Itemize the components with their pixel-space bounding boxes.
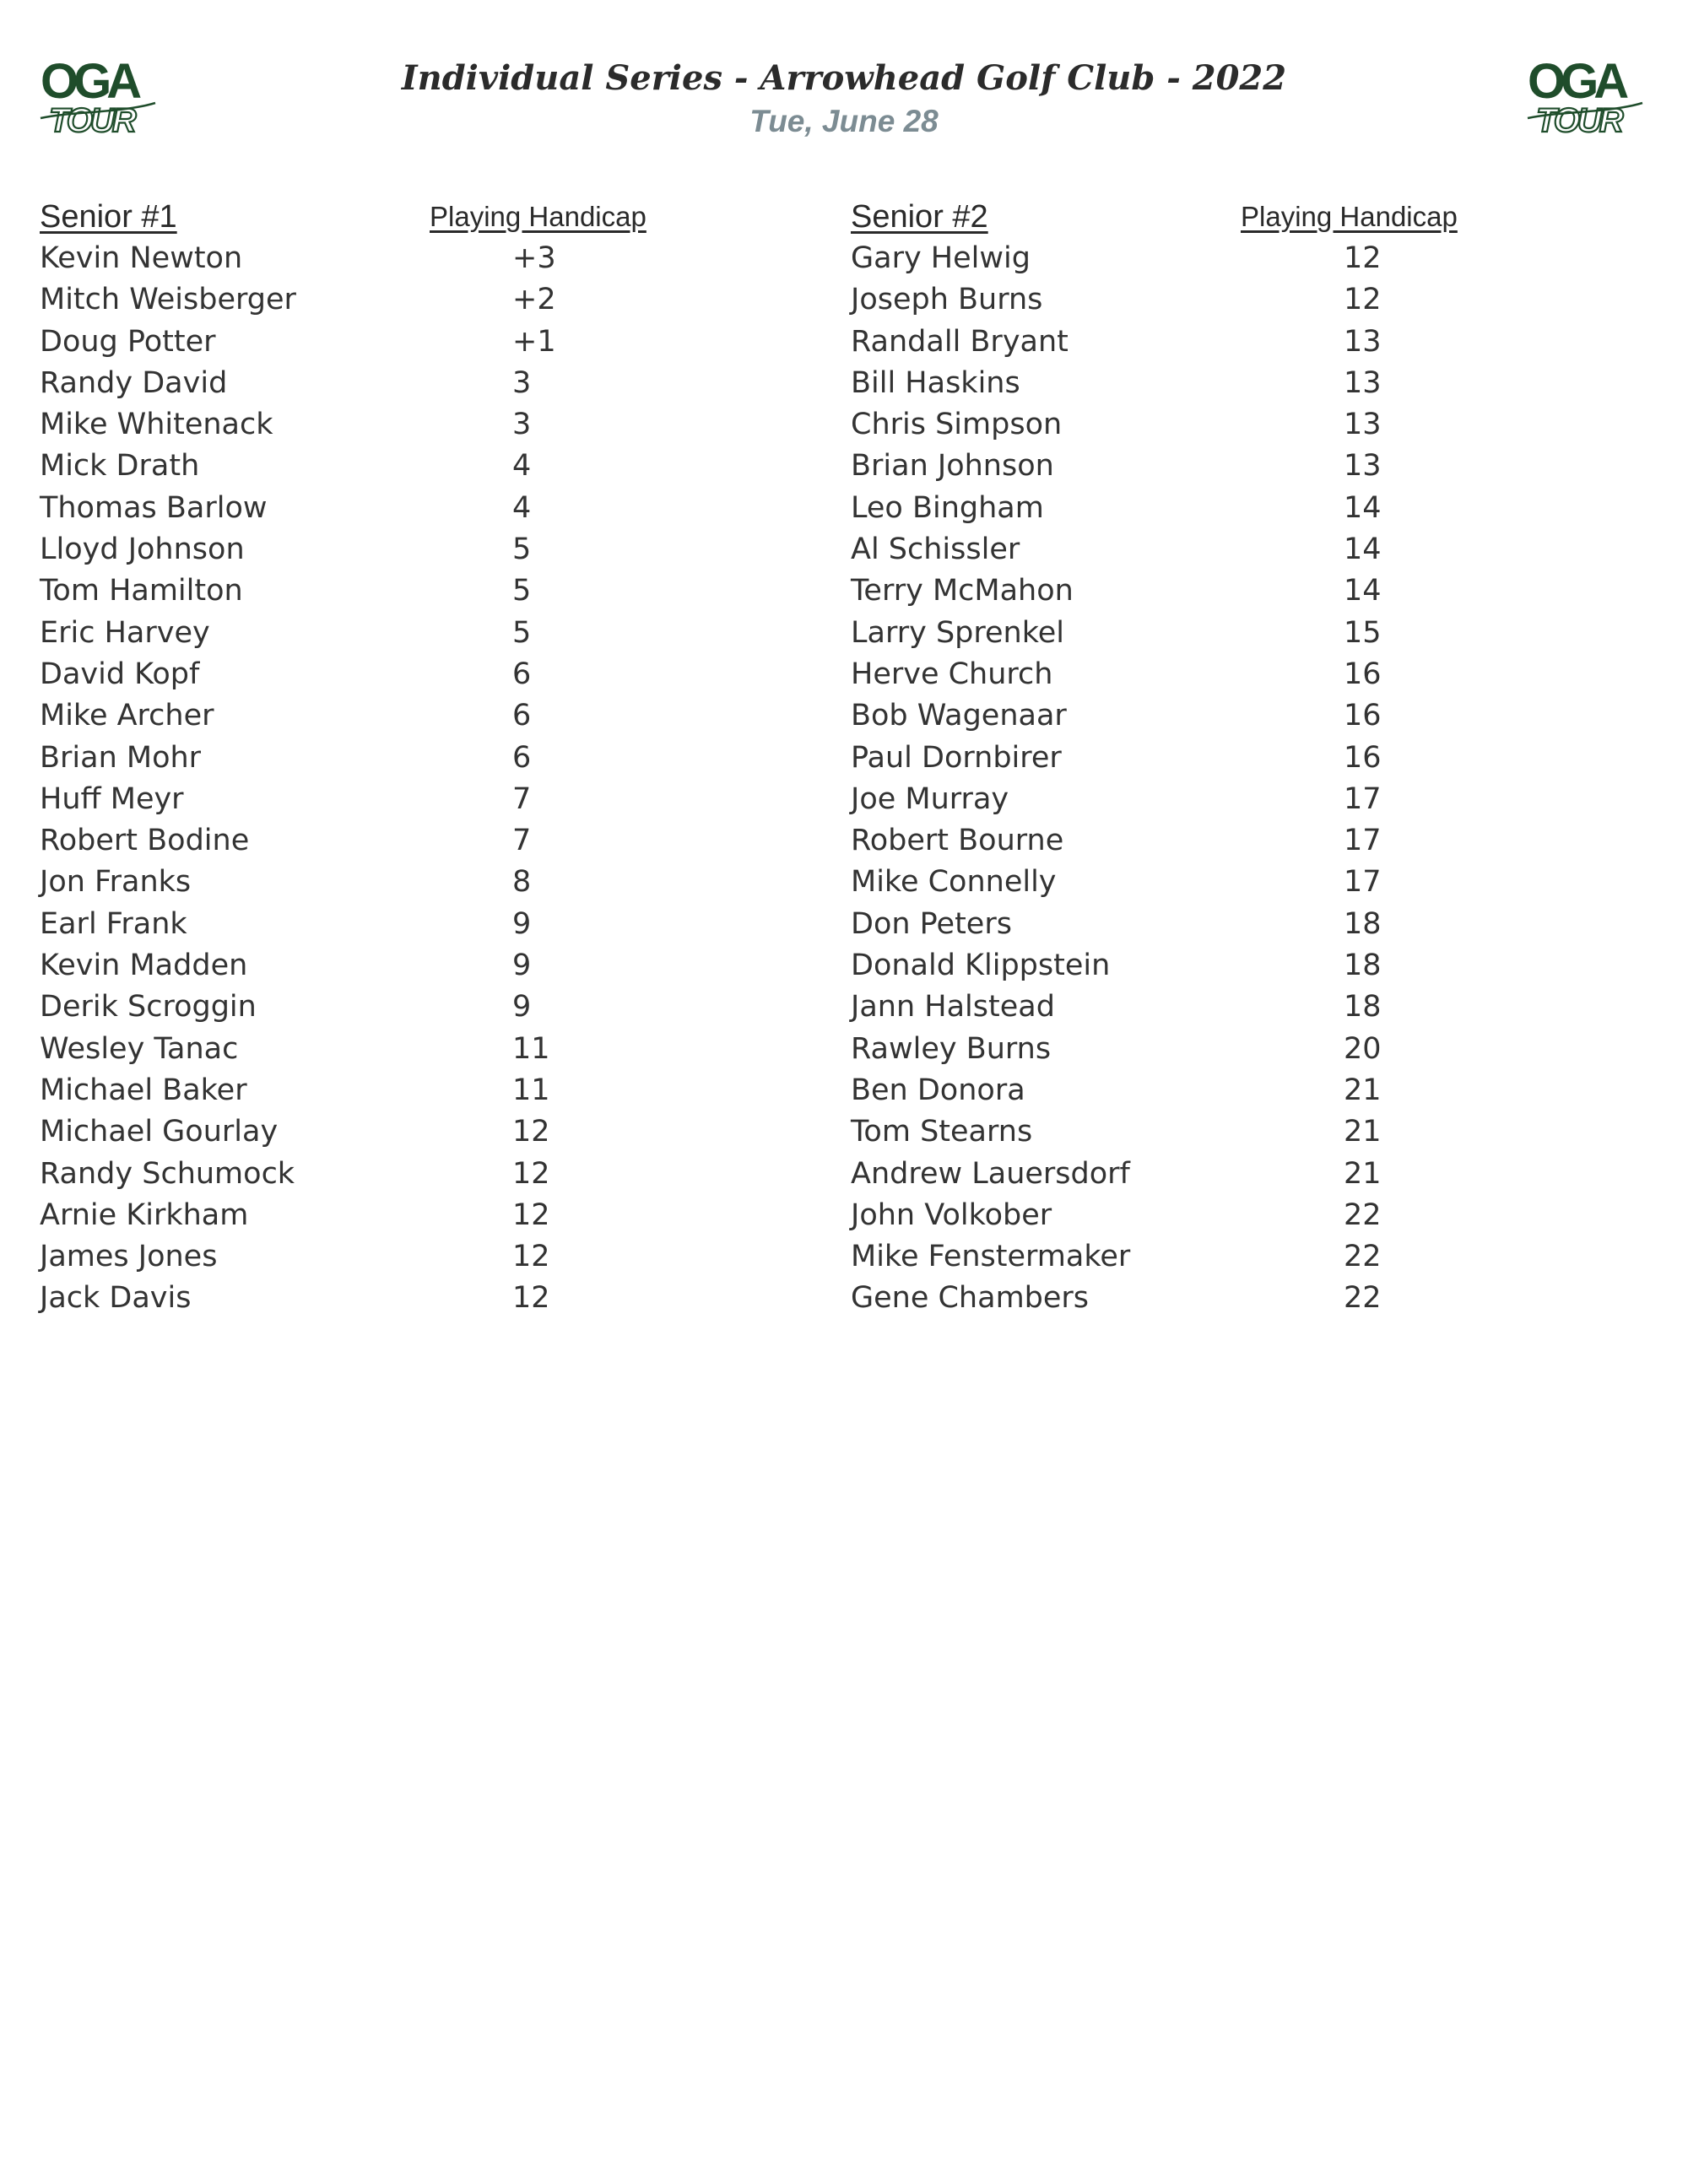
player-name: Leo Bingham <box>851 490 1044 525</box>
player-handicap: 12 <box>1344 283 1382 317</box>
player-row <box>851 1236 1627 1278</box>
player-row <box>40 779 816 820</box>
player-name: Huff Meyr <box>40 781 184 816</box>
group-title: Senior #2 <box>851 199 988 235</box>
player-row <box>851 695 1627 737</box>
player-row <box>40 1070 816 1111</box>
player-handicap: 11 <box>512 1073 550 1107</box>
player-handicap: 7 <box>512 781 532 816</box>
player-handicap: 13 <box>1344 365 1382 400</box>
player-handicap: 12 <box>512 1156 550 1191</box>
player-row <box>851 529 1627 570</box>
player-row <box>40 695 816 737</box>
player-row <box>40 1111 816 1153</box>
player-name: Joseph Burns <box>851 283 1043 317</box>
player-name: Kevin Newton <box>40 241 243 275</box>
player-name: Robert Bodine <box>40 824 250 858</box>
svg-text:TOUR: TOUR <box>1536 102 1621 138</box>
player-row <box>40 1195 816 1236</box>
player-handicap: 12 <box>512 1281 550 1316</box>
player-row <box>40 529 816 570</box>
player-row <box>40 862 816 903</box>
player-row <box>851 862 1627 903</box>
player-list <box>40 238 816 1320</box>
player-row <box>851 738 1627 779</box>
player-handicap: +2 <box>512 283 556 317</box>
player-row <box>851 904 1627 945</box>
player-name: Jack Davis <box>40 1281 192 1316</box>
player-handicap: 6 <box>512 740 532 775</box>
player-name: Mike Archer <box>40 699 214 733</box>
player-row <box>40 1278 816 1319</box>
player-name: Don Peters <box>851 906 1012 941</box>
player-name: Michael Gourlay <box>40 1115 279 1149</box>
player-handicap: 5 <box>512 615 532 650</box>
player-name: Derik Scroggin <box>40 990 257 1024</box>
player-handicap: 12 <box>1344 241 1382 275</box>
player-row <box>40 1029 816 1070</box>
player-name: Bill Haskins <box>851 365 1020 400</box>
player-handicap: 21 <box>1344 1073 1382 1107</box>
player-name: Doug Potter <box>40 324 216 359</box>
player-row <box>851 1195 1627 1236</box>
player-name: Arnie Kirkham <box>40 1197 249 1232</box>
roster-header <box>40 194 816 238</box>
handicap-column-header: Playing Handicap <box>430 201 647 232</box>
player-name: Larry Sprenkel <box>851 615 1064 650</box>
player-handicap: 4 <box>512 490 532 525</box>
handicap-column-header: Playing Handicap <box>1241 201 1458 232</box>
player-name: Brian Johnson <box>851 449 1054 484</box>
player-row <box>851 238 1627 279</box>
player-row <box>40 738 816 779</box>
player-handicap: 9 <box>512 906 532 941</box>
document-header <box>0 56 1688 142</box>
svg-text:OGA: OGA <box>41 54 138 109</box>
player-name: Terry McMahon <box>851 574 1074 608</box>
player-row <box>851 322 1627 363</box>
player-handicap: 14 <box>1344 574 1382 608</box>
player-handicap: 21 <box>1344 1156 1382 1191</box>
player-name: David Kopf <box>40 657 200 691</box>
player-name: Chris Simpson <box>851 408 1063 442</box>
player-handicap: 5 <box>512 532 532 567</box>
player-handicap: 8 <box>512 865 532 900</box>
player-handicap: 13 <box>1344 408 1382 442</box>
player-name: Thomas Barlow <box>40 490 268 525</box>
player-name: Gary Helwig <box>851 241 1031 275</box>
player-handicap: 16 <box>1344 699 1382 733</box>
player-row <box>40 904 816 945</box>
player-name: Randall Bryant <box>851 324 1069 359</box>
player-row <box>851 1154 1627 1195</box>
player-name: Ben Donora <box>851 1073 1025 1107</box>
player-handicap: 9 <box>512 990 532 1024</box>
player-name: Mick Drath <box>40 449 200 484</box>
player-row <box>851 654 1627 695</box>
roster-senior-2 <box>851 194 1627 1320</box>
player-name: Randy Schumock <box>40 1156 295 1191</box>
player-name: Earl Frank <box>40 906 187 941</box>
player-row <box>851 488 1627 529</box>
page-title: Individual Series - Arrowhead Golf Club - 2022 <box>401 58 1287 98</box>
player-row <box>40 987 816 1028</box>
player-handicap: 11 <box>512 1031 550 1066</box>
player-handicap: 14 <box>1344 532 1382 567</box>
event-date: Tue, June 28 <box>749 104 939 138</box>
player-handicap: 15 <box>1344 615 1382 650</box>
group-title: Senior #1 <box>40 199 177 235</box>
player-row <box>40 945 816 987</box>
player-handicap: 16 <box>1344 657 1382 691</box>
player-row <box>40 654 816 695</box>
player-name: Tom Stearns <box>851 1115 1033 1149</box>
player-row <box>40 279 816 321</box>
player-name: Lloyd Johnson <box>40 532 245 567</box>
player-name: Kevin Madden <box>40 949 248 983</box>
player-handicap: 17 <box>1344 865 1382 900</box>
player-handicap: 13 <box>1344 324 1382 359</box>
player-handicap: 20 <box>1344 1031 1382 1066</box>
player-row <box>40 363 816 404</box>
player-handicap: 22 <box>1344 1197 1382 1232</box>
player-row <box>40 1154 816 1195</box>
svg-text:OGA: OGA <box>1528 54 1625 109</box>
player-name: Al Schissler <box>851 532 1020 567</box>
player-handicap: 18 <box>1344 949 1382 983</box>
player-handicap: 22 <box>1344 1281 1382 1316</box>
player-name: Mitch Weisberger <box>40 283 296 317</box>
player-name: Brian Mohr <box>40 740 202 775</box>
player-handicap: 12 <box>512 1197 550 1232</box>
player-name: Paul Dornbirer <box>851 740 1062 775</box>
player-row <box>40 446 816 487</box>
player-row <box>40 820 816 862</box>
player-handicap: +3 <box>512 241 556 275</box>
player-name: Michael Baker <box>40 1073 247 1107</box>
player-list <box>851 238 1627 1320</box>
player-row <box>40 488 816 529</box>
player-handicap: 4 <box>512 449 532 484</box>
player-row <box>851 987 1627 1028</box>
player-row <box>851 820 1627 862</box>
player-name: Rawley Burns <box>851 1031 1052 1066</box>
player-handicap: 12 <box>512 1115 550 1149</box>
player-name: Tom Hamilton <box>40 574 243 608</box>
player-handicap: 13 <box>1344 449 1382 484</box>
player-row <box>851 1029 1627 1070</box>
player-name: Bob Wagenaar <box>851 699 1067 733</box>
player-name: Robert Bourne <box>851 824 1064 858</box>
player-name: Wesley Tanac <box>40 1031 239 1066</box>
player-handicap: 18 <box>1344 990 1382 1024</box>
player-name: Jon Franks <box>40 865 192 900</box>
player-row <box>851 446 1627 487</box>
player-name: Mike Whitenack <box>40 408 273 442</box>
player-handicap: 16 <box>1344 740 1382 775</box>
player-handicap: 18 <box>1344 906 1382 941</box>
player-row <box>40 1236 816 1278</box>
player-name: John Volkober <box>851 1197 1052 1232</box>
player-name: James Jones <box>40 1240 218 1274</box>
player-name: Mike Connelly <box>851 865 1057 900</box>
player-row <box>40 322 816 363</box>
player-handicap: 22 <box>1344 1240 1382 1274</box>
player-handicap: 14 <box>1344 490 1382 525</box>
player-row <box>851 1070 1627 1111</box>
player-handicap: 17 <box>1344 824 1382 858</box>
player-name: Mike Fenstermaker <box>851 1240 1131 1274</box>
player-row <box>851 1111 1627 1153</box>
player-name: Donald Klippstein <box>851 949 1111 983</box>
player-row <box>851 945 1627 987</box>
player-row <box>40 404 816 446</box>
player-name: Gene Chambers <box>851 1281 1090 1316</box>
player-handicap: 21 <box>1344 1115 1382 1149</box>
player-row <box>851 1278 1627 1319</box>
player-row <box>851 363 1627 404</box>
player-handicap: 12 <box>512 1240 550 1274</box>
player-handicap: +1 <box>512 324 556 359</box>
player-row <box>851 279 1627 321</box>
player-row <box>851 570 1627 612</box>
player-handicap: 6 <box>512 699 532 733</box>
roster-senior-1 <box>40 194 816 1320</box>
player-row <box>40 238 816 279</box>
roster-header <box>851 194 1627 238</box>
player-handicap: 5 <box>512 574 532 608</box>
player-handicap: 9 <box>512 949 532 983</box>
player-name: Herve Church <box>851 657 1053 691</box>
player-name: Eric Harvey <box>40 615 210 650</box>
player-name: Joe Murray <box>851 781 1009 816</box>
player-handicap: 3 <box>512 365 532 400</box>
player-handicap: 6 <box>512 657 532 691</box>
player-row <box>40 613 816 654</box>
player-name: Randy David <box>40 365 228 400</box>
player-name: Andrew Lauersdorf <box>851 1156 1130 1191</box>
player-row <box>851 404 1627 446</box>
player-handicap: 7 <box>512 824 532 858</box>
player-handicap: 3 <box>512 408 532 442</box>
player-row <box>40 570 816 612</box>
player-row <box>851 613 1627 654</box>
player-name: Jann Halstead <box>851 990 1055 1024</box>
svg-text:TOUR: TOUR <box>49 102 134 138</box>
player-handicap: 17 <box>1344 781 1382 816</box>
player-row <box>851 779 1627 820</box>
